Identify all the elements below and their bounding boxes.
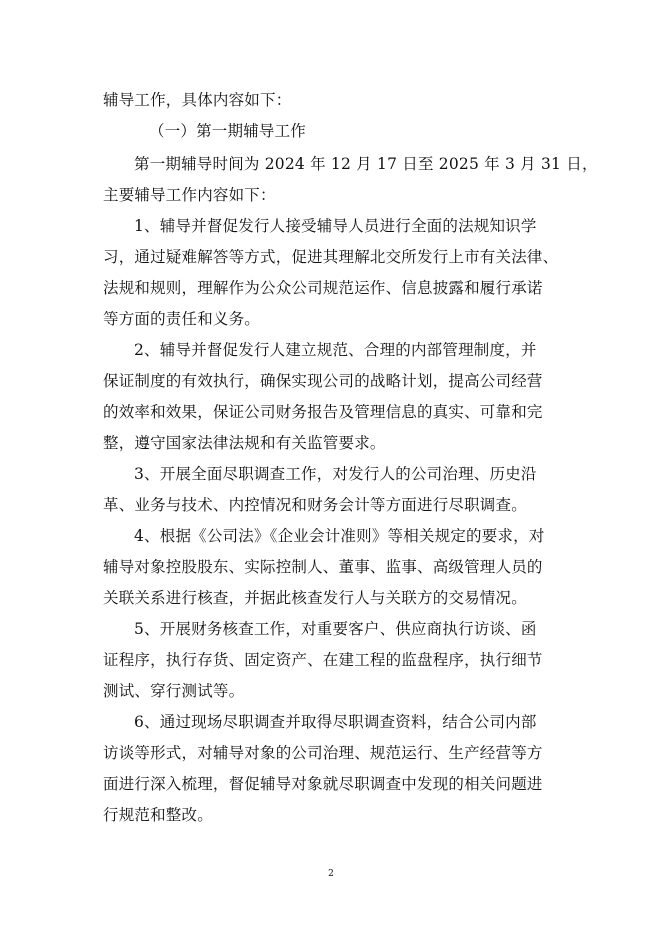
text-line: 保证制度的有效执行，确保实现公司的战略计划，提高公司经营	[103, 372, 543, 390]
text-line: 面进行深入梳理，督促辅导对象就尽职调查中发现的相关问题进	[103, 775, 543, 793]
text-line: 革、业务与技术、内控情况和财务会计等方面进行尽职调查。	[103, 496, 527, 514]
text-line: 法规和规则，理解作为公众公司规范运作、信息披露和履行承诺	[103, 279, 543, 297]
text-line: 第一期辅导时间为 2024 年 12 月 17 日至 2025 年 3 月 31 日，	[134, 155, 598, 173]
text-line: 5、开展财务核查工作，对重要客户、供应商执行访谈、函	[134, 620, 537, 638]
text-line: 的效率和效果，保证公司财务报告及管理信息的真实、可靠和完	[103, 403, 543, 421]
text-line: 证程序，执行存货、固定资产、在建工程的监盘程序，执行细节	[103, 651, 543, 669]
text-line: 主要辅导工作内容如下：	[103, 186, 276, 204]
text-line: 辅导对象控股股东、实际控制人、董事、监事、高级管理人员的	[103, 558, 543, 576]
text-line: 3、开展全面尽职调查工作，对发行人的公司治理、历史沿	[134, 465, 537, 483]
text-line: 6、通过现场尽职调查并取得尽职调查资料，结合公司内部	[134, 713, 537, 731]
text-line: 关联关系进行核查，并据此核查发行人与关联方的交易情况。	[103, 589, 527, 607]
text-line: 习，通过疑难解答等方式，促进其理解北交所发行上市有关法律、	[103, 248, 559, 266]
page-number: 2	[328, 869, 334, 879]
text-line: 辅导工作，具体内容如下：	[103, 91, 292, 109]
text-line: 测试、穿行测试等。	[103, 682, 245, 700]
text-line: 等方面的责任和义务。	[103, 310, 261, 328]
text-line: 2、辅导并督促发行人建立规范、合理的内部管理制度，并	[134, 341, 537, 359]
text-line: 整，遵守国家法律法规和有关监管要求。	[103, 434, 386, 452]
text-line: 行规范和整改。	[103, 806, 213, 824]
text-line: 1、辅导并督促发行人接受辅导人员进行全面的法规知识学	[134, 217, 537, 235]
text-line: 4、根据《公司法》《企业会计准则》等相关规定的要求，对	[134, 527, 545, 545]
text-line: 访谈等形式，对辅导对象的公司治理、规范运行、生产经营等方	[103, 744, 543, 762]
section-heading: （一）第一期辅导工作	[149, 122, 307, 140]
